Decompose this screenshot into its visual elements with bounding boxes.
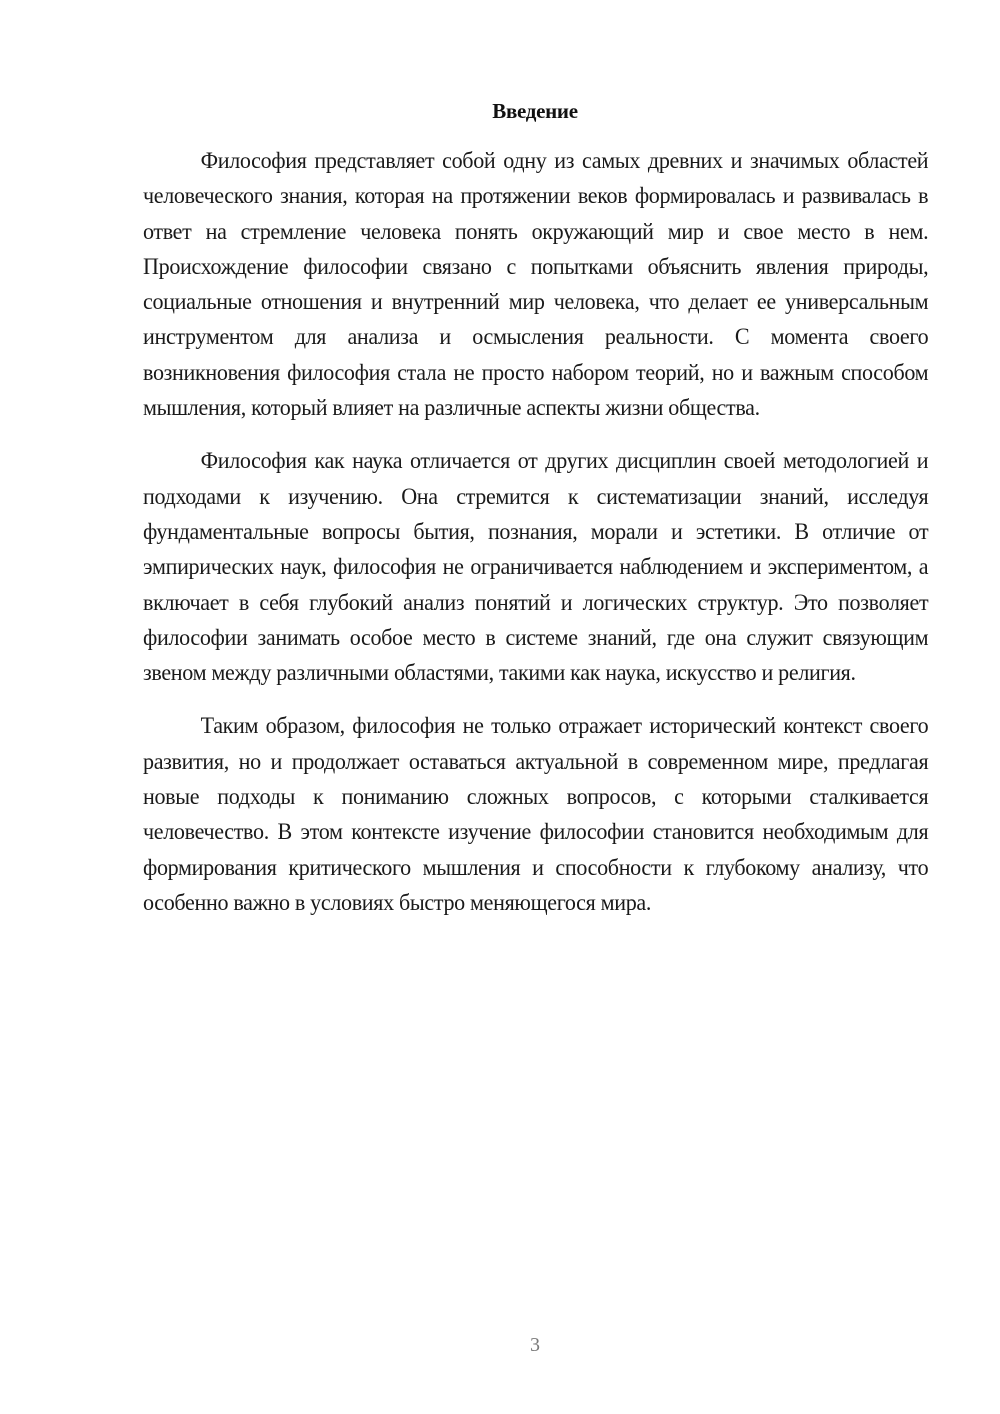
paragraph-3: Таким образом, философия не только отражает исторический контекст своего развития, но и продолжает оставаться актуальной в современном мире, предлагая новые подходы к пониманию сложных вопросов, с которыми сталкивается человечество. В этом контексте изучение философии становится необходимым для формирования критического мышления и способности к глубокому анализу, что особенно важно в условиях быстро меняющегося мира. — [143, 713, 929, 915]
body-text — [143, 143, 928, 938]
paragraph-1: Философия представляет собой одну из самых древних и значимых областей человеческого знания, которая на протяжении веков формировалась и развивалась в ответ на стремление человека понять окружающий мир и свое место в нем. Происхождение философии связано с попытками объяснить явления природы, социальные отношения и внутренний мир человека, что делает ее универсальным инструментом для анализа и осмысления реальности. С момента своего возникновения философия стала не просто набором теорий, но и важным способом мышления, который влияет на различные аспекты жизни общества. — [143, 148, 929, 421]
page-number: 3 — [530, 1334, 540, 1356]
paragraph-2: Философия как наука отличается от других дисциплин своей методологией и подходами к изучению. Она стремится к систематизации знаний, исследуя фундаментальные вопросы бытия, познания, морали и эстетики. В отличие от эмпирических наук, философия не ограничивается наблюдением и экспериментом, а включает в себя глубокий анализ понятий и логических структур. Это позволяет философии занимать особое место в системе знаний, где она служит связующим звеном между различными областями, такими как наука, искусство и религия. — [143, 448, 929, 686]
section-heading: Введение — [492, 99, 578, 123]
